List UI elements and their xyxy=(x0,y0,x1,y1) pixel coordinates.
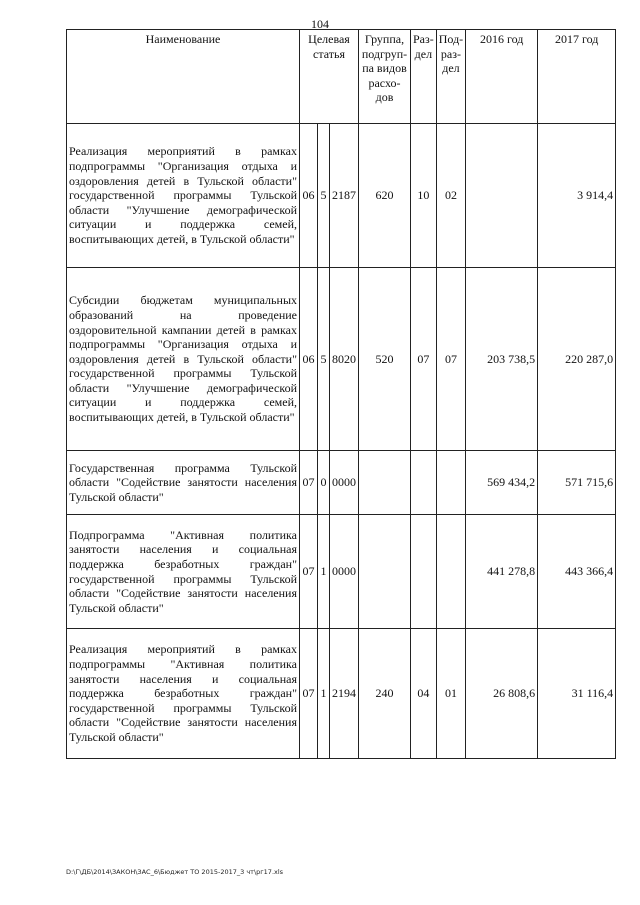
row-group xyxy=(359,451,411,515)
header-row xyxy=(67,30,616,124)
row-2016 xyxy=(466,124,538,268)
row-section xyxy=(411,451,437,515)
row-2017: 571 715,6 xyxy=(538,451,616,515)
row-target-program: 06 xyxy=(300,268,318,451)
header-section: Раз-дел xyxy=(411,30,437,124)
row-2017: 220 287,0 xyxy=(538,268,616,451)
row-target-direction: 0000 xyxy=(330,451,359,515)
header-target: Целевая статья xyxy=(300,30,359,124)
table-row xyxy=(67,451,616,515)
row-target-direction: 2194 xyxy=(330,629,359,759)
header-2017: 2017 год xyxy=(538,30,616,124)
row-name: Субсидии бюджетам муниципальных образований на проведение оздоровительной кампании детей в рамках подпрограммы "Организация отдыха и оздоровления детей в Тульской области" государственной программы Тульской области "Улучшение демографической ситуации и поддержка семей, воспитывающих детей, в Тульской области" xyxy=(67,268,300,451)
row-target-subprogram: 0 xyxy=(318,451,330,515)
row-2017: 3 914,4 xyxy=(538,124,616,268)
budget-table xyxy=(66,29,616,759)
row-target-program: 07 xyxy=(300,451,318,515)
row-section: 07 xyxy=(411,268,437,451)
row-target-subprogram: 1 xyxy=(318,629,330,759)
file-path-footer: D:\Г\ДБ\2014\ЗАКОН\ЗАС_6\Бюджет ТО 2015-2017_3 чт\рг17.xls xyxy=(66,868,284,876)
row-name: Реализация мероприятий в рамках подпрограммы "Организация отдыха и оздоровления детей в Тульской области" государственной программы Тульской области "Улучшение демографической ситуации и поддержка семей, воспитывающих детей, в Тульской области" xyxy=(67,124,300,268)
row-2016: 203 738,5 xyxy=(466,268,538,451)
row-subsection xyxy=(436,451,465,515)
row-name: Подпрограмма "Активная политика занятости населения и социальная поддержка безработных граждан" государственной программы Тульской области "Содействие занятости населения Тульской области" xyxy=(67,515,300,629)
header-name: Наименование xyxy=(67,30,300,124)
row-name: Реализация мероприятий в рамках подпрограммы "Активная политика занятости населения и социальная поддержка безработных граждан" государственной программы Тульской области "Содействие занятости населения Тульской области" xyxy=(67,629,300,759)
row-target-direction: 0000 xyxy=(330,515,359,629)
row-section: 10 xyxy=(411,124,437,268)
row-section: 04 xyxy=(411,629,437,759)
row-subsection xyxy=(436,515,465,629)
table-row xyxy=(67,515,616,629)
page-number: 104 xyxy=(311,17,329,31)
row-group: 520 xyxy=(359,268,411,451)
row-2017: 443 366,4 xyxy=(538,515,616,629)
row-target-program: 07 xyxy=(300,629,318,759)
row-2016: 441 278,8 xyxy=(466,515,538,629)
row-target-subprogram: 5 xyxy=(318,268,330,451)
row-target-subprogram: 5 xyxy=(318,124,330,268)
row-subsection: 01 xyxy=(436,629,465,759)
row-name: Государственная программа Тульской области "Содействие занятости населения Тульской области" xyxy=(67,451,300,515)
row-group: 240 xyxy=(359,629,411,759)
header-group: Группа, подгруп-па видов расхо-дов xyxy=(359,30,411,124)
row-target-program: 07 xyxy=(300,515,318,629)
row-target-subprogram: 1 xyxy=(318,515,330,629)
row-2016: 569 434,2 xyxy=(466,451,538,515)
row-target-program: 06 xyxy=(300,124,318,268)
table-row xyxy=(67,629,616,759)
header-2016: 2016 год xyxy=(466,30,538,124)
header-subsection: Под-раз-дел xyxy=(436,30,465,124)
row-section xyxy=(411,515,437,629)
row-2017: 31 116,4 xyxy=(538,629,616,759)
row-subsection: 02 xyxy=(436,124,465,268)
row-target-direction: 8020 xyxy=(330,268,359,451)
row-group: 620 xyxy=(359,124,411,268)
row-subsection: 07 xyxy=(436,268,465,451)
row-2016: 26 808,6 xyxy=(466,629,538,759)
row-group xyxy=(359,515,411,629)
row-target-direction: 2187 xyxy=(330,124,359,268)
table-row xyxy=(67,268,616,451)
table-row xyxy=(67,124,616,268)
